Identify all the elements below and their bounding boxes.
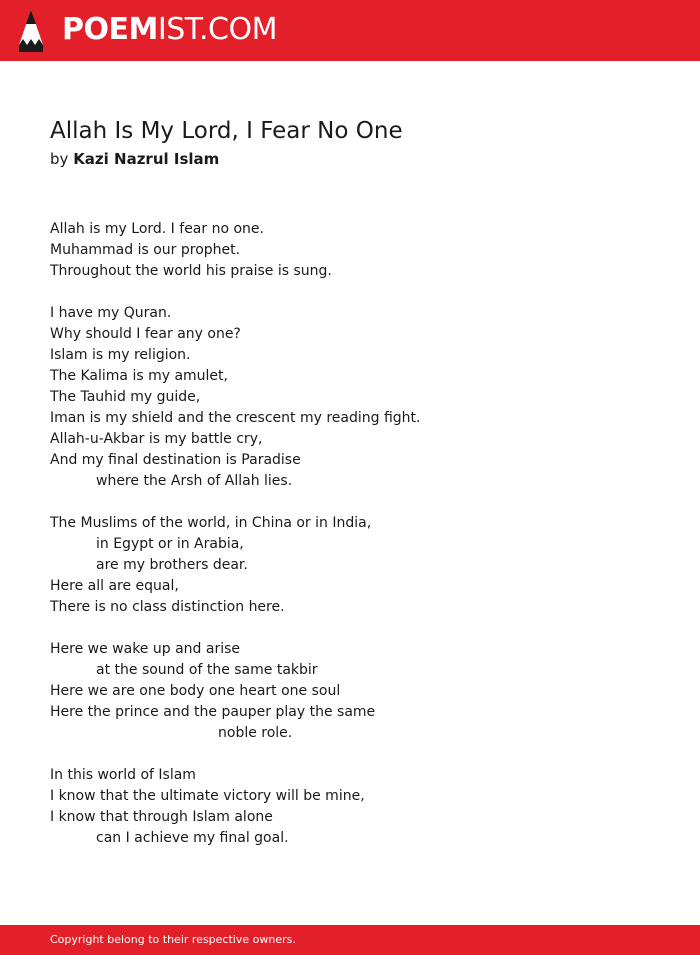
pencil-tip-icon: [18, 9, 44, 53]
poem-line: Throughout the world his praise is sung.: [50, 263, 332, 279]
poem-line: And my final destination is Paradise: [50, 452, 301, 468]
poem-line: Why should I fear any one?: [50, 326, 241, 342]
poem-line: noble role.: [218, 725, 293, 741]
poem-line: at the sound of the same takbir: [96, 662, 318, 678]
byline: [50, 149, 219, 169]
poem-line: Here we are one body one heart one soul: [50, 683, 341, 699]
poem-line: I have my Quran.: [50, 305, 172, 321]
poem-line: I know that through Islam alone: [50, 809, 273, 825]
site-footer: [0, 925, 700, 955]
poem-line: can I achieve my final goal.: [96, 830, 289, 846]
poem-line: Islam is my religion.: [50, 347, 191, 363]
poem-line: where the Arsh of Allah lies.: [96, 473, 293, 489]
site-header: [0, 0, 700, 61]
poem-body: [50, 219, 670, 870]
byline-prefix: by: [50, 150, 69, 168]
poem-line: Allah is my Lord. I fear no one.: [50, 221, 264, 237]
poem-line: Muhammad is our prophet.: [50, 242, 241, 258]
stanza: [50, 219, 670, 282]
stanza: [50, 513, 670, 618]
poem-title: Allah Is My Lord, I Fear No One: [50, 118, 403, 144]
poem-line: Iman is my shield and the crescent my reading fight.: [50, 410, 421, 426]
author-name: Kazi Nazrul Islam: [73, 150, 220, 168]
poem-line: The Tauhid my guide,: [50, 389, 201, 405]
poem-line: in Egypt or in Arabia,: [96, 536, 244, 552]
poem-line: I know that the ultimate victory will be mine,: [50, 788, 365, 804]
poem-line: The Kalima is my amulet,: [50, 368, 228, 384]
stanza: [50, 639, 670, 744]
stanza: [50, 765, 670, 849]
poem-line: The Muslims of the world, in China or in India,: [50, 515, 372, 531]
poem-line: Here the prince and the pauper play the same: [50, 704, 376, 720]
poem-line: Here all are equal,: [50, 578, 179, 594]
poem-line: In this world of Islam: [50, 767, 196, 783]
poem-line: Here we wake up and arise: [50, 641, 240, 657]
copyright-text: Copyright belong to their respective owners.: [50, 933, 296, 946]
poem-line: are my brothers dear.: [96, 557, 248, 573]
logo-light-text: IST.COM: [157, 12, 277, 47]
logo-strong-text: POEM: [62, 12, 158, 47]
stanza: [50, 303, 670, 492]
site-logo[interactable]: [62, 12, 277, 48]
poem-line: There is no class distinction here.: [50, 599, 285, 615]
poem-line: Allah-u-Akbar is my battle cry,: [50, 431, 263, 447]
